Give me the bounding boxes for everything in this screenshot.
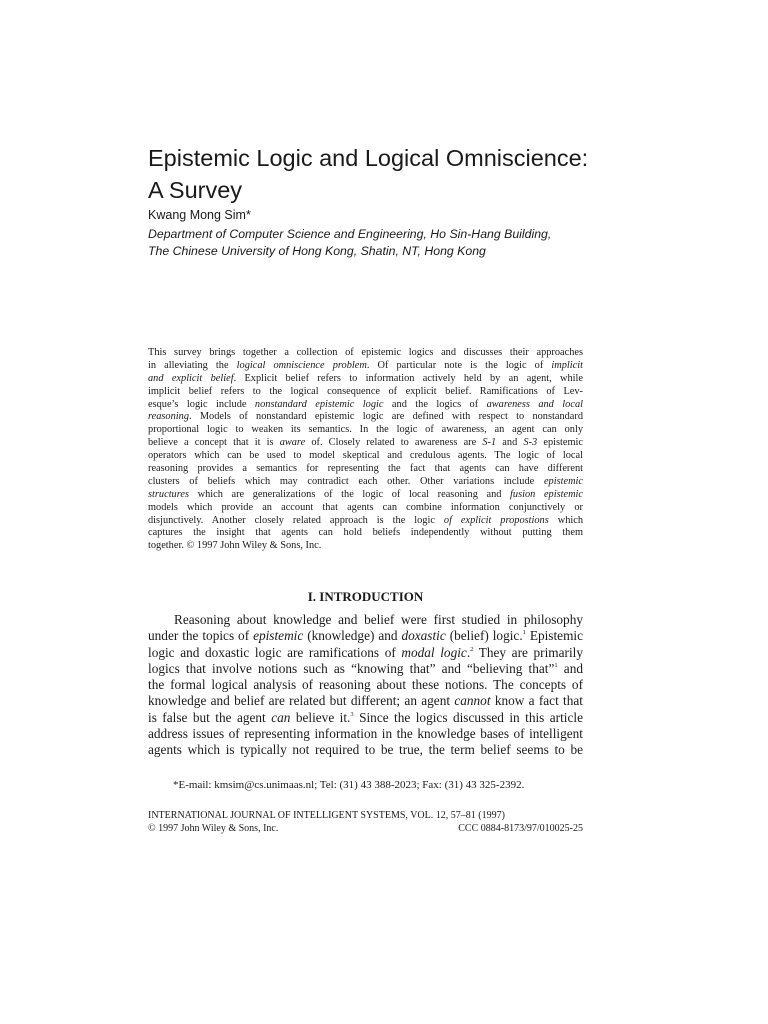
- abstract-line: together. © 1997 John Wiley & Sons, Inc.: [148, 540, 322, 552]
- section-heading: I. INTRODUCTION: [307, 589, 424, 604]
- abstract: [148, 347, 583, 553]
- journal-ccc-code: CCC 0884-8173/97/010025-25: [458, 822, 583, 834]
- journal-citation: INTERNATIONAL JOURNAL OF INTELLIGENT SYSTEMS, VOL. 12, 57–81 (1997): [148, 810, 505, 821]
- footnote-ref: 1: [554, 661, 558, 669]
- body-line: the formal logical analysis of reasoning about these notions. The concepts of: [148, 677, 583, 693]
- abstract-line: and explicit belief. Explicit belief refers to information actively held by an agent, while: [148, 372, 583, 384]
- footnote: *E-mail: kmsim@cs.unimaas.nl; Tel: (31) 43 388-2023; Fax: (31) 43 325-2392.: [173, 779, 525, 791]
- journal-footer: [148, 810, 583, 835]
- abstract-line: structures which are generalizations of the logic of local reasoning and fusion epistemic: [148, 488, 584, 500]
- footnote-ref: 2: [470, 645, 474, 653]
- body-line: logics that involve notions such as “knowing that” and “believing that”$^1$ and: [148, 660, 583, 676]
- abstract-line: esque’s logic include nonstandard epistemic logic and the logics of awareness and local: [148, 398, 583, 410]
- body-line: knowledge and belief are related but different; an agent cannot know a fact that: [148, 693, 583, 709]
- affiliation-line-1: Department of Computer Science and Engineering, Ho Sin-Hang Building,: [148, 227, 552, 241]
- abstract-line: This survey brings together a collection of epistemic logics and discusses their approaches: [148, 347, 583, 358]
- affiliation-line-2: The Chinese University of Hong Kong, Shatin, NT, Hong Kong: [148, 244, 486, 258]
- body-line: under the topics of epistemic (knowledge) and doxastic (belief) logic.$^1$ Epistemic: [148, 628, 584, 644]
- paper-title: [148, 142, 648, 206]
- author-name: Kwang Mong Sim*: [148, 208, 251, 222]
- abstract-line: captures the insight that agents can hold beliefs independently without putting them: [148, 527, 583, 539]
- journal-footer-row: [148, 823, 583, 836]
- body-line: logic and doxastic logic are ramifications of modal logic.$^2$ They are primarily: [148, 644, 583, 660]
- body-line: is false but the agent can believe it.$^3$ Since the logics discussed in this article: [148, 709, 583, 725]
- abstract-line: operators which can be used to model skeptical and credulous agents. The logic of local: [148, 450, 583, 462]
- abstract-line: reasoning. Models of nonstandard epistemic logic are defined with respect to nonstandard: [148, 411, 583, 423]
- abstract-line: proportional logic to weaken its semantics. In the logic of awareness, an agent can only: [148, 424, 583, 436]
- abstract-line: models which provide an account that agents can combine information conjunctively or: [148, 501, 583, 513]
- body-line: address issues of representing information in the knowledge bases of intelligent: [148, 726, 583, 742]
- author-affiliation: [148, 226, 551, 260]
- footnote-ref: 3: [350, 710, 354, 718]
- abstract-line: believe a concept that it is aware of. Closely related to awareness are S-1 and S-3 epistemic: [148, 437, 583, 449]
- title-line-2: A Survey: [148, 177, 243, 203]
- abstract-line: implicit belief refers to the logical consequence of explicit belief. Ramifications of Lev-: [148, 385, 583, 397]
- abstract-line: in alleviating the logical omniscience problem. Of particular note is the logic of implicit: [148, 359, 583, 371]
- footnote-ref: 1: [522, 629, 526, 637]
- body-line: agents which is typically not required to be true, the term belief seems to be: [148, 742, 583, 758]
- abstract-line: reasoning provides a semantics for representing the fact that agents can have different: [148, 463, 583, 475]
- journal-copyright: © 1997 John Wiley & Sons, Inc.: [148, 822, 279, 834]
- abstract-line: clusters of beliefs which may contradict each other. Other variations include epistemic: [148, 475, 583, 487]
- title-line-1: Epistemic Logic and Logical Omniscience:: [148, 145, 589, 171]
- abstract-line: disjunctively. Another closely related approach is the logic of explicit propostions which: [148, 514, 583, 526]
- body-text: [148, 612, 583, 759]
- body-line: Reasoning about knowledge and belief were first studied in philosophy: [174, 612, 583, 627]
